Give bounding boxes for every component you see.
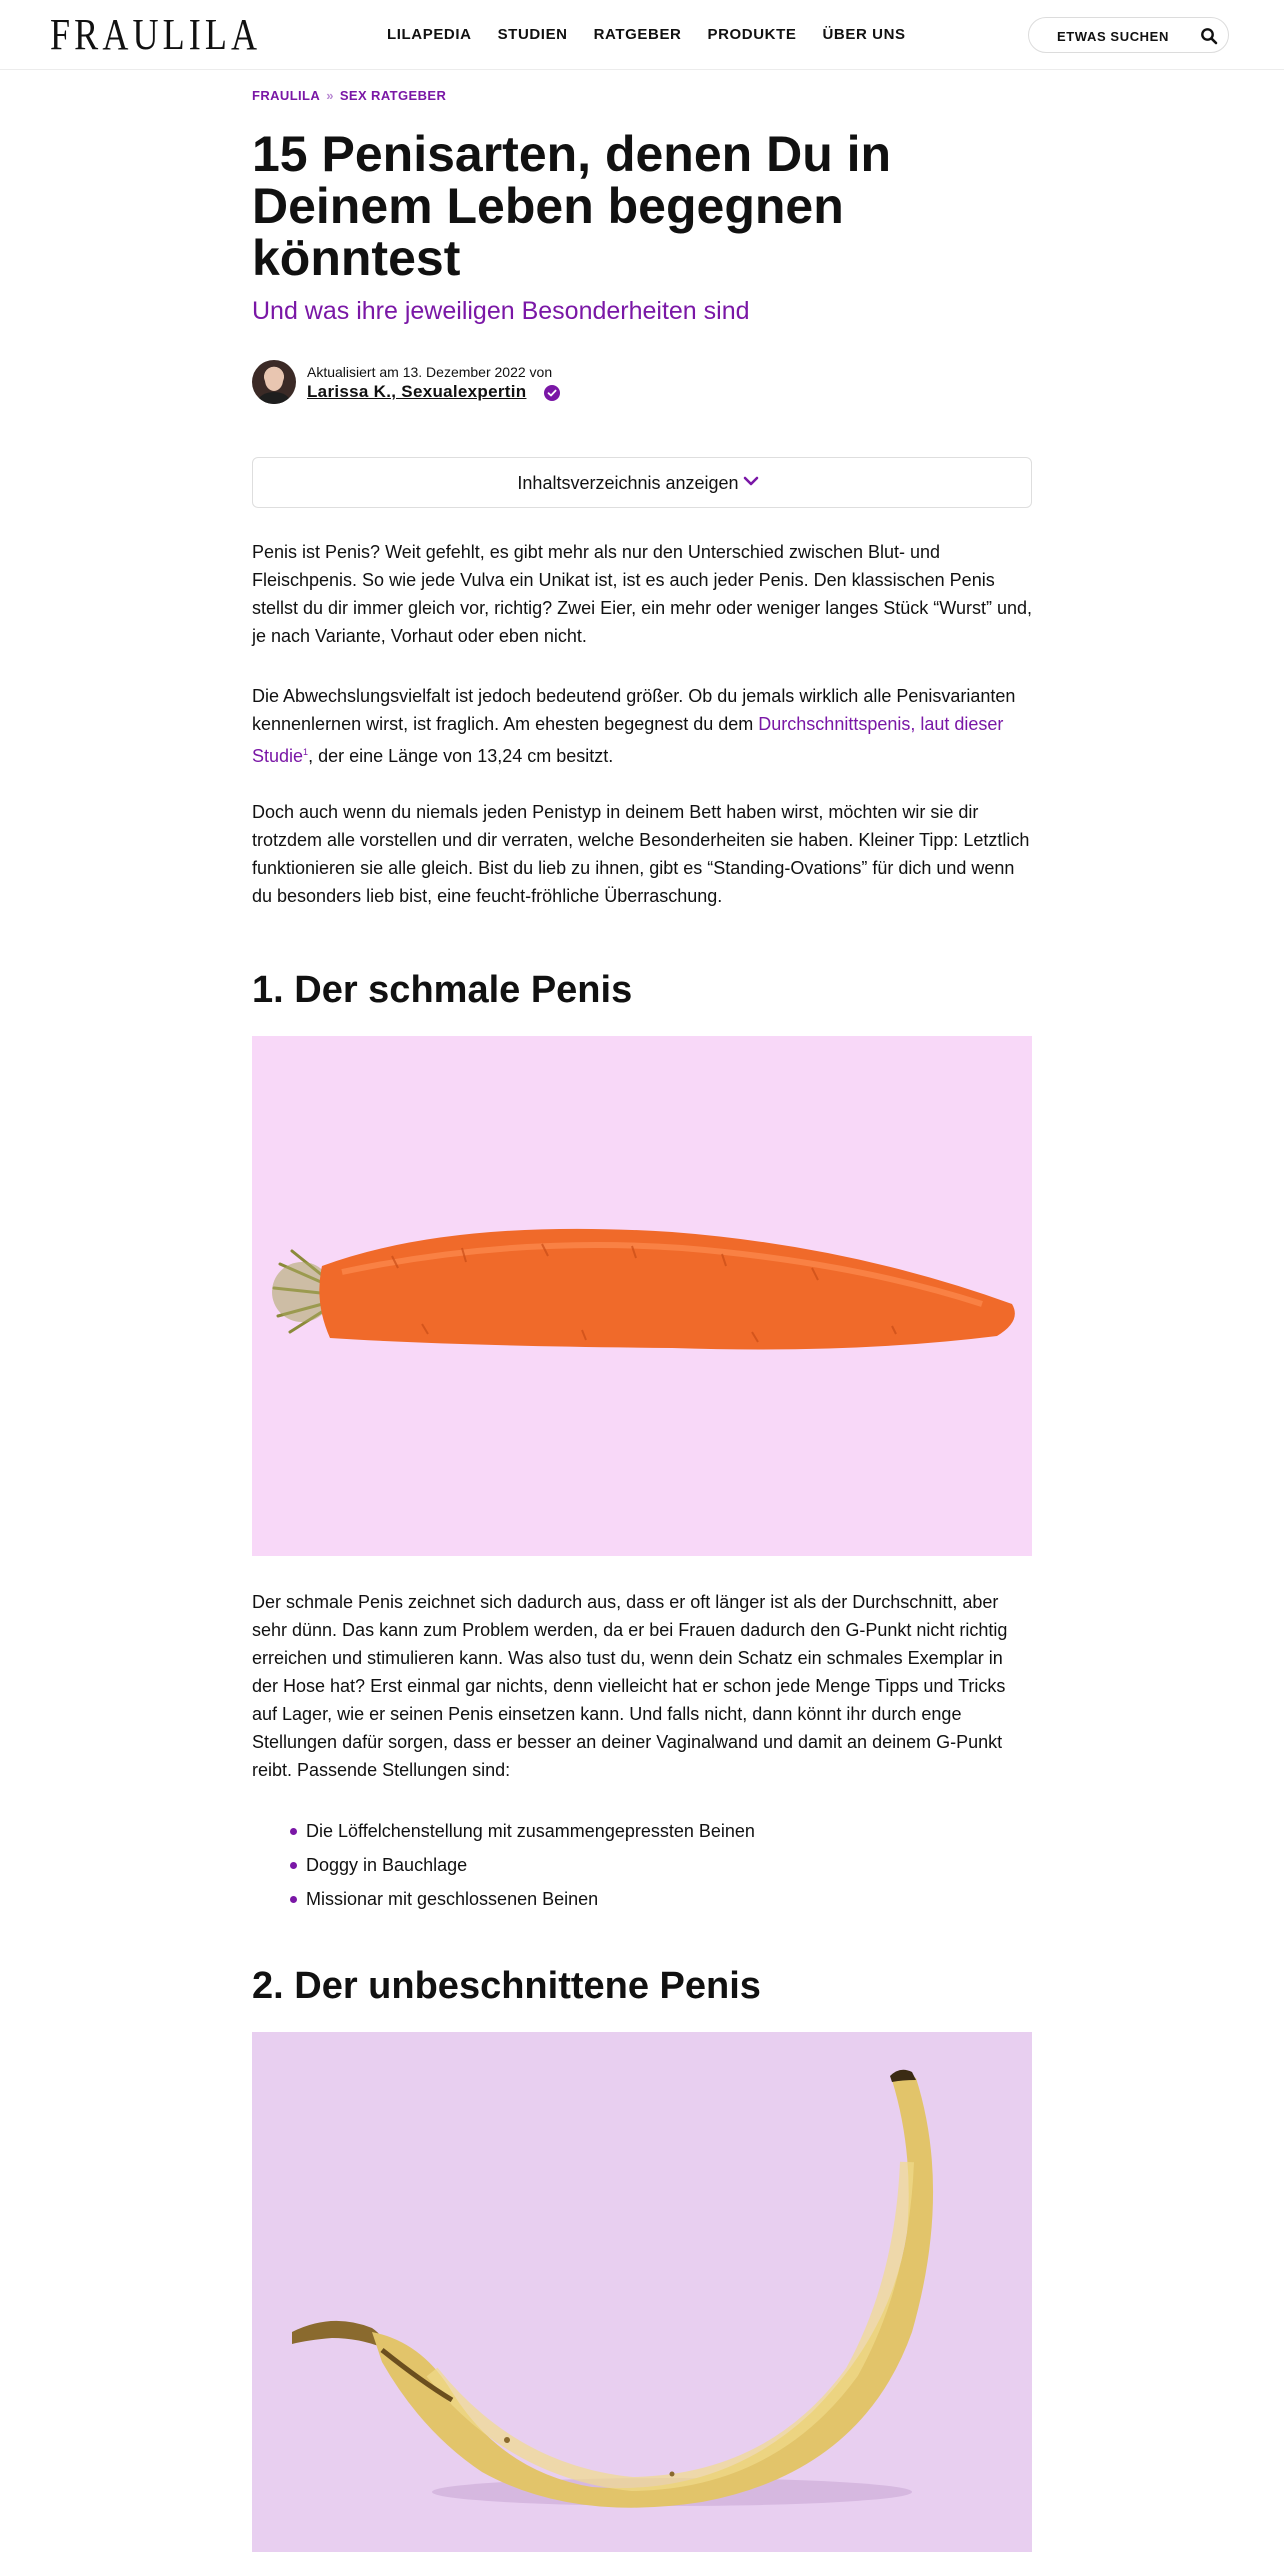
main-nav (387, 26, 932, 43)
intro-paragraph-2: Die Abwechslungsvielfalt ist jedoch bedeutend größer. Ob du jemals wirklich alle Penisvarianten kennenlernen wirst, ist fraglich. Am ehesten begegnest du dem Durchschnittspenis, laut dieser Studie$^1$, der eine Länge von 13,24 cm besitzt. (252, 686, 1016, 766)
author-block (252, 358, 1032, 408)
breadcrumb-section[interactable]: SEX RATGEBER (339, 88, 447, 103)
chevron-down-icon (743, 475, 759, 487)
section-heading-1: 1. Der schmale Penis (252, 969, 633, 1011)
nav-item-lilapedia[interactable]: LILAPEDIA (387, 26, 472, 43)
section-1-paragraph: Der schmale Penis zeichnet sich dadurch aus, dass er oft länger ist als der Durchschnitt, aber sehr dünn. Das kann zum Problem werden, da er bei Frauen dadurch den G-Punkt nicht richtig erreichen und stimulieren kann. Was also tust du, wenn dein Schatz ein schmales Exemplar in der Hose hat? Erst einmal gar nichts, denn vielleicht hat er schon jede Menge Tipps und Tricks auf Lager, wie er seinen Penis einsetzen kann. Und falls nicht, dann könnt ihr durch enge Stellungen dafür sorgen, dass er besser an deiner Vaginalwand und damit an deinem G-Punkt reibt. Passende Stellungen sind: (252, 1592, 1008, 1780)
page-title: 15 Penisarten, denen Du in Deinem Leben begegnen könntest (252, 126, 892, 286)
site-logo[interactable]: FRAULILA (50, 10, 262, 59)
breadcrumb-home[interactable]: FRAULILA (252, 88, 321, 103)
search-icon[interactable] (1200, 27, 1218, 45)
toc-label: Inhaltsverzeichnis anzeigen (517, 473, 739, 493)
carrot-image (252, 1036, 1032, 1556)
intro-paragraph-1: Penis ist Penis? Weit gefehlt, es gibt mehr als nur den Unterschied zwischen Blut- und Fleischpenis. So wie jede Vulva ein Unikat ist, ist es auch jeder Penis. Den klassischen Penis stellst du dir immer gleich vor, richtig? Zwei Eier, ein mehr oder weniger langes Stück “Wurst” und, je nach Variante, Vorhaut oder eben nicht. (252, 542, 1032, 646)
nav-item-produkte[interactable]: PRODUKTE (707, 26, 797, 43)
breadcrumb (252, 88, 1032, 103)
footnote-ref[interactable]: 1 (303, 747, 309, 757)
section-heading-2: 2. Der unbeschnittene Penis (252, 1965, 761, 2007)
intro-paragraph-3: Doch auch wenn du niemals jeden Penistyp in deinem Bett haben wirst, möchten wir sie dir trotzdem alle vorstellen und dir verraten, welche Besonderheiten sie haben. Kleiner Tipp: Letztlich funktionieren sie alle gleich. Bist du lieb zu ihnen, gibt es “Standing-Ovations” für dich und wenn du besonders lieb bist, eine feucht-fröhliche Überraschung. (252, 802, 1030, 906)
verified-badge-icon (544, 385, 560, 401)
search-input[interactable] (1028, 17, 1229, 53)
table-of-contents-toggle[interactable] (252, 457, 1032, 508)
nav-item-ueber-uns[interactable]: ÜBER UNS (822, 26, 906, 43)
study-link[interactable]: Durchschnittspenis, laut dieser Studie (252, 714, 1004, 766)
nav-item-ratgeber[interactable]: RATGEBER (593, 26, 682, 43)
author-avatar[interactable] (252, 360, 296, 404)
nav-item-studien[interactable]: STUDIEN (497, 26, 568, 43)
positions-list (252, 1814, 1032, 1916)
list-item: Missionar mit geschlossenen Beinen (252, 1882, 1032, 1916)
list-item: Die Löffelchenstellung mit zusammengepressten Beinen (252, 1814, 1032, 1848)
page-subtitle: Und was ihre jeweiligen Besonderheiten sind (252, 297, 750, 325)
search-placeholder: ETWAS SUCHEN (1057, 29, 1169, 44)
author-name-link[interactable]: Larissa K., Sexualexpertin (307, 382, 527, 401)
banana-image (252, 2032, 1032, 2552)
site-header (0, 0, 1284, 70)
updated-date: Aktualisiert am 13. Dezember 2022 von (307, 364, 553, 380)
list-item: Doggy in Bauchlage (252, 1848, 1032, 1882)
breadcrumb-separator: » (326, 88, 334, 103)
